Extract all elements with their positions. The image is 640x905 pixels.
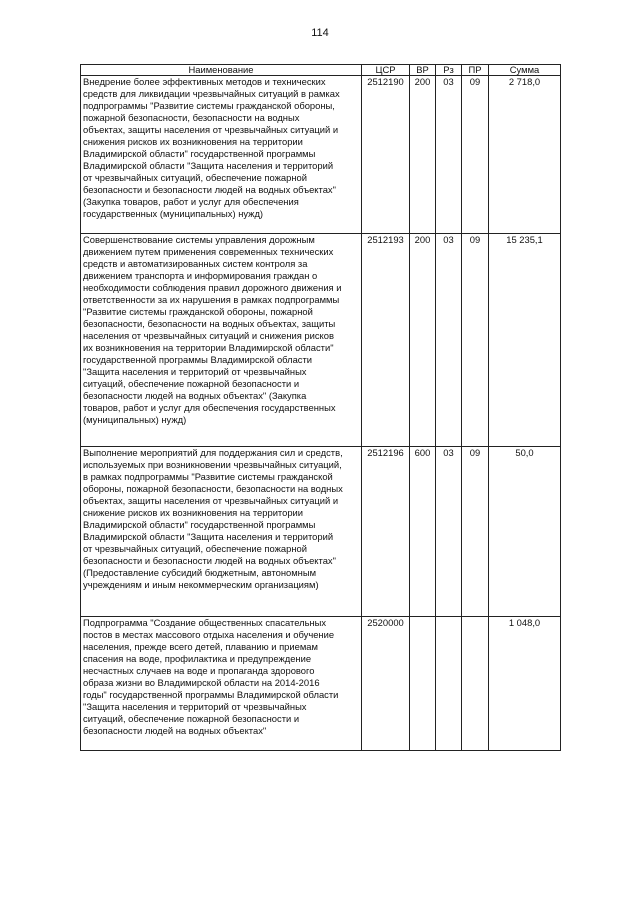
row-pr: 09 — [462, 447, 489, 617]
header-rz: Рз — [436, 65, 462, 76]
row-sum: 1 048,0 — [489, 617, 561, 751]
row-name: Совершенствование системы управления дорожным движением путем применения современных технических средств и автоматизированных систем контроля за движением транспорта и информирования граждан о необходимости соблюдения правил дорожного движения и ответственности за их нарушения в рамках подпрограммы "Развитие системы гражданской обороны, пожарной безопасности, безопасности на водных объектах, защиты населения от чрезвычайных ситуаций и снижения рисков их возникновения на территории Владимирской области" государственной программы Владимирской области "Защита населения и территорий от чрезвычайных ситуаций, обеспечение пожарной безопасности и безопасности людей на водных объектах" (Закупка товаров, работ и услуг для обеспечения государственных (муниципальных) нужд) — [81, 234, 362, 447]
row-pr — [462, 617, 489, 751]
row-vr — [410, 617, 436, 751]
header-pr: ПР — [462, 65, 489, 76]
table-row — [81, 617, 561, 751]
row-sum: 50,0 — [489, 447, 561, 617]
header-sum: Сумма — [489, 65, 561, 76]
row-rz — [436, 617, 462, 751]
row-vr: 200 — [410, 76, 436, 234]
header-vr: ВР — [410, 65, 436, 76]
table-row — [81, 76, 561, 234]
row-name: Выполнение мероприятий для поддержания сил и средств, используемых при возникновении чрезвычайных ситуаций, в рамках подпрограммы "Развитие системы гражданской обороны, пожарной безопасности, безопасности на водных объектах, защиты населения от чрезвычайных ситуаций и снижение рисков их возникновения на территории Владимирской области" государственной программы Владимирской области "Защита населения и территорий от чрезвычайных ситуаций, обеспечение пожарной безопасности и безопасности людей на водных объектах" (Предоставление субсидий бюджетным, автономным учреждениям и иным некоммерческим организациям) — [81, 447, 362, 617]
row-rz: 03 — [436, 234, 462, 447]
row-csr: 2512196 — [362, 447, 410, 617]
table-row — [81, 447, 561, 617]
row-csr: 2512193 — [362, 234, 410, 447]
budget-table — [80, 64, 561, 751]
row-sum: 2 718,0 — [489, 76, 561, 234]
header-name: Наименование — [81, 65, 362, 76]
row-csr: 2512190 — [362, 76, 410, 234]
row-pr: 09 — [462, 76, 489, 234]
page-number: 114 — [311, 27, 329, 39]
header-csr: ЦСР — [362, 65, 410, 76]
row-rz: 03 — [436, 447, 462, 617]
row-rz: 03 — [436, 76, 462, 234]
row-vr: 200 — [410, 234, 436, 447]
row-name: Подпрограмма "Создание общественных спасательных постов в местах массового отдыха населения и обучение населения, прежде всего детей, плаванию и приемам спасения на воде, профилактика и предупреждение несчастных случаев на воде и пропаганда здорового образа жизни во Владимирской области на 2014-2016 годы" государственной программы Владимирской области "Защита населения и территорий от чрезвычайных ситуаций, обеспечение пожарной безопасности и безопасности людей на водных объектах" — [81, 617, 362, 751]
table-header-row — [81, 65, 561, 76]
row-name: Внедрение более эффективных методов и технических средств для ликвидации чрезвычайных ситуаций в рамках подпрограммы "Развитие системы гражданской обороны, пожарной безопасности, безопасности на водных объектах, защиты населения от чрезвычайных ситуаций и снижения рисков их возникновения на территории Владимирской области" государственной программы Владимирской области "Защита населения и территорий от чрезвычайных ситуаций, обеспечение пожарной безопасности и безопасности людей на водных объектах" (Закупка товаров, работ и услуг для обеспечения государственных (муниципальных) нужд) — [81, 76, 362, 234]
row-vr: 600 — [410, 447, 436, 617]
table-row — [81, 234, 561, 447]
row-sum: 15 235,1 — [489, 234, 561, 447]
row-pr: 09 — [462, 234, 489, 447]
row-csr: 2520000 — [362, 617, 410, 751]
